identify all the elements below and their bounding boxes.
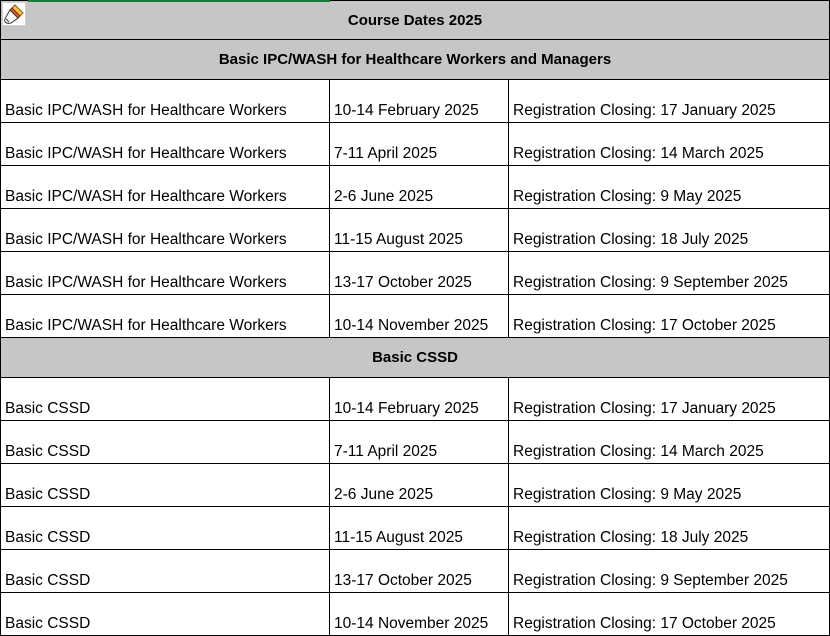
table-title[interactable]: Course Dates 2025 <box>1 1 830 40</box>
registration-cell[interactable]: Registration Closing: 18 July 2025 <box>509 209 830 252</box>
registration-cell[interactable]: Registration Closing: 9 May 2025 <box>509 464 830 507</box>
registration-cell[interactable]: Registration Closing: 14 March 2025 <box>509 421 830 464</box>
title-row <box>1 1 830 40</box>
section-heading-ipc-wash[interactable]: Basic IPC/WASH for Healthcare Workers and Managers <box>1 40 830 80</box>
course-cell[interactable]: Basic CSSD <box>1 593 330 636</box>
registration-cell[interactable]: Registration Closing: 9 September 2025 <box>509 252 830 295</box>
dates-cell[interactable]: 2-6 June 2025 <box>330 166 509 209</box>
table-row <box>1 123 830 166</box>
course-cell[interactable]: Basic CSSD <box>1 378 330 421</box>
dates-cell[interactable]: 10-14 February 2025 <box>330 80 509 123</box>
table-row <box>1 550 830 593</box>
dates-cell[interactable]: 11-15 August 2025 <box>330 209 509 252</box>
dates-cell[interactable]: 13-17 October 2025 <box>330 550 509 593</box>
dates-cell[interactable]: 10-14 February 2025 <box>330 378 509 421</box>
table-row <box>1 421 830 464</box>
course-cell[interactable]: Basic IPC/WASH for Healthcare Workers <box>1 80 330 123</box>
table-row <box>1 464 830 507</box>
course-cell[interactable]: Basic CSSD <box>1 464 330 507</box>
course-cell[interactable]: Basic IPC/WASH for Healthcare Workers <box>1 209 330 252</box>
active-cell-border <box>28 0 330 2</box>
table-row <box>1 378 830 421</box>
course-cell[interactable]: Basic CSSD <box>1 507 330 550</box>
table-row <box>1 507 830 550</box>
table-row <box>1 295 830 338</box>
table-row <box>1 166 830 209</box>
table-row <box>1 252 830 295</box>
registration-cell[interactable]: Registration Closing: 17 January 2025 <box>509 378 830 421</box>
dates-cell[interactable]: 11-15 August 2025 <box>330 507 509 550</box>
course-cell[interactable]: Basic IPC/WASH for Healthcare Workers <box>1 252 330 295</box>
dates-cell[interactable]: 7-11 April 2025 <box>330 123 509 166</box>
table-row <box>1 593 830 636</box>
registration-cell[interactable]: Registration Closing: 17 October 2025 <box>509 593 830 636</box>
paintbrush-icon[interactable] <box>2 2 26 26</box>
table-row <box>1 209 830 252</box>
registration-cell[interactable]: Registration Closing: 9 May 2025 <box>509 166 830 209</box>
course-cell[interactable]: Basic IPC/WASH for Healthcare Workers <box>1 166 330 209</box>
registration-cell[interactable]: Registration Closing: 9 September 2025 <box>509 550 830 593</box>
section-heading-row <box>1 338 830 378</box>
dates-cell[interactable]: 10-14 November 2025 <box>330 295 509 338</box>
section-heading-cssd[interactable]: Basic CSSD <box>1 338 830 378</box>
registration-cell[interactable]: Registration Closing: 14 March 2025 <box>509 123 830 166</box>
registration-cell[interactable]: Registration Closing: 17 October 2025 <box>509 295 830 338</box>
registration-cell[interactable]: Registration Closing: 17 January 2025 <box>509 80 830 123</box>
course-cell[interactable]: Basic CSSD <box>1 421 330 464</box>
section-heading-row <box>1 40 830 80</box>
registration-cell[interactable]: Registration Closing: 18 July 2025 <box>509 507 830 550</box>
table-row <box>1 80 830 123</box>
dates-cell[interactable]: 10-14 November 2025 <box>330 593 509 636</box>
course-cell[interactable]: Basic IPC/WASH for Healthcare Workers <box>1 295 330 338</box>
dates-cell[interactable]: 13-17 October 2025 <box>330 252 509 295</box>
course-cell[interactable]: Basic IPC/WASH for Healthcare Workers <box>1 123 330 166</box>
dates-cell[interactable]: 2-6 June 2025 <box>330 464 509 507</box>
course-cell[interactable]: Basic CSSD <box>1 550 330 593</box>
dates-cell[interactable]: 7-11 April 2025 <box>330 421 509 464</box>
